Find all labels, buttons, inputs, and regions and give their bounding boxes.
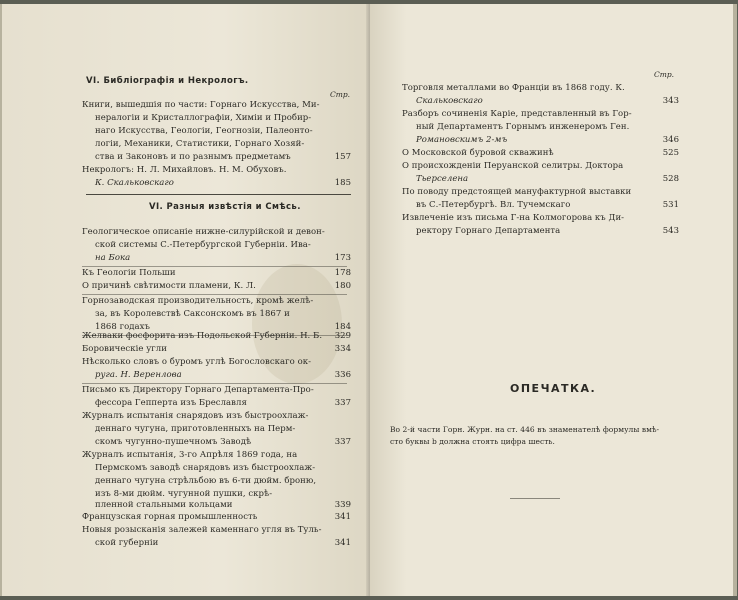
- page-number: 180: [334, 281, 351, 291]
- toc-line: на Бока: [95, 253, 131, 263]
- toc-line: руга. Н. Веренлова: [95, 370, 182, 380]
- toc-line: скомъ чугунно-пушечномъ Заводѣ: [95, 437, 252, 447]
- toc-line: Къ Геологіи Польши: [82, 268, 176, 278]
- toc-line: Торговля металлами во Франціи въ 1868 году. К.: [402, 83, 625, 93]
- section-heading-misc: VI. Разныя извѣстія и Смѣсь.: [149, 202, 301, 212]
- page-number: 346: [662, 135, 679, 145]
- toc-line: Журналъ испытанія, 3-го Апрѣля 1869 года, на: [82, 450, 298, 460]
- toc-line: Тьерселена: [416, 174, 469, 184]
- toc-line: Боровическіе угли: [82, 344, 167, 354]
- toc-line: деннаго чугуна стрѣльбою въ 6-ти дюйм. броню,: [95, 476, 317, 486]
- page-number: 531: [662, 200, 679, 210]
- toc-line: ства и Законовъ и по разнымъ предметамъ: [95, 152, 291, 162]
- toc-line: Книги, вышедшія по части: Горнаго Искусства, Ми-: [82, 100, 320, 110]
- page-number: 185: [334, 178, 351, 188]
- row-rule: [82, 266, 347, 267]
- page-number: 184: [334, 322, 351, 332]
- toc-line: О причинѣ свѣтимости пламени, К. Л.: [82, 281, 256, 291]
- page-number: 173: [334, 253, 351, 263]
- toc-line: Романовскимъ 2-мъ: [416, 135, 508, 145]
- errata-text: сто буквы b должна стоять цифра шесть.: [390, 437, 555, 446]
- right-page-edge: [733, 4, 737, 596]
- toc-line: логіи, Механики, Статистики, Горнаго Хозяй-: [95, 139, 305, 149]
- toc-line: изъ 8-ми дюйм. чугунной пушки, скрѣ-: [95, 489, 273, 499]
- toc-line: фессора Гепперта изъ Бреславля: [95, 398, 247, 408]
- toc-line: Горнозаводская производительность, кромѣ желѣ-: [82, 296, 314, 306]
- toc-line: 1868 годахъ: [95, 322, 150, 332]
- page-number: 343: [662, 96, 679, 106]
- section-heading-bibliography: VI. Библіографія и Некрологъ.: [86, 76, 249, 86]
- toc-line: Пермскомъ заводѣ снарядовъ изъ быстроохлаж-: [95, 463, 316, 473]
- page-number: 543: [662, 226, 679, 236]
- toc-line: Желваки фосфорита изъ Подольской Губерніи. Н. Б.: [82, 331, 323, 341]
- toc-line: наго Искусства, Геологіи, Геогнозіи, Палеонто-: [95, 126, 313, 136]
- page-number: 528: [662, 174, 679, 184]
- page-number: 525: [662, 148, 679, 158]
- row-rule: [82, 383, 347, 384]
- toc-line: О Московской буровой скважинѣ: [402, 148, 554, 158]
- toc-line: Нѣсколько словъ о буромъ углѣ Богословскаго ок-: [82, 357, 312, 367]
- toc-line: Извлеченіе изъ письма Г-на Колмогорова къ Ди-: [402, 213, 625, 223]
- end-rule: [510, 498, 560, 499]
- toc-line: ректору Горнаго Департамента: [416, 226, 561, 236]
- toc-line: Письмо къ Директору Горнаго Департамента-Про-: [82, 385, 314, 395]
- left-page: [2, 4, 370, 596]
- page-column-label: Стр.: [654, 70, 675, 79]
- toc-line: Новыя розысканія залежей каменнаго угля въ Туль-: [82, 525, 322, 535]
- right-page: [370, 4, 734, 596]
- page-number: 334: [334, 344, 351, 354]
- page-number: 329: [334, 331, 351, 341]
- toc-line: Некрологъ: Н. Л. Михайловъ. Н. М. Обуховъ.: [82, 165, 287, 175]
- toc-line: Скальковскаго: [416, 96, 483, 106]
- toc-line: Разборъ сочиненія Каріе, представленный въ Гор-: [402, 109, 632, 119]
- toc-line: пленной стальными кольцами: [95, 500, 233, 510]
- page-number: 339: [334, 500, 351, 510]
- page-number: 337: [334, 437, 351, 447]
- toc-line: Французская горная промышленность: [82, 512, 258, 522]
- toc-line: По поводу предстоящей мануфактурной выставки: [402, 187, 632, 197]
- toc-line: О происхожденіи Перуанской селитры. Доктора: [402, 161, 624, 171]
- page-number: 336: [334, 370, 351, 380]
- toc-line: К. Скальковскаго: [95, 178, 174, 188]
- toc-line: Журналъ испытанія снарядовъ изъ быстроохлаж-: [82, 411, 309, 421]
- toc-line: въ С.-Петербургѣ. Вл. Тучемскаго: [416, 200, 571, 210]
- page-number: 178: [334, 268, 351, 278]
- toc-line: деннаго чугуна, приготовленныхъ на Перм-: [95, 424, 296, 434]
- errata-title: ОПЕЧАТКА.: [510, 382, 597, 395]
- page-number: 341: [334, 538, 351, 548]
- page-number: 341: [334, 512, 351, 522]
- toc-line: ской системы С.-Петербургской Губерніи. Ива-: [95, 240, 311, 250]
- page-number: 337: [334, 398, 351, 408]
- row-rule: [82, 294, 347, 295]
- toc-line: нералогіи и Кристаллографіи, Химіи и Пробир-: [95, 113, 312, 123]
- toc-line: ской губерніи: [95, 538, 159, 548]
- toc-line: за, въ Королевствѣ Саксонскомъ въ 1867 и: [95, 309, 290, 319]
- page-number: 157: [334, 152, 351, 162]
- toc-line: ный Департаментъ Горнымъ инженеромъ Ген.: [416, 122, 630, 132]
- section-rule: [86, 194, 351, 195]
- toc-line: Геологическое описаніе нижне-силурійской и девон-: [82, 227, 325, 237]
- page-column-label: Стр.: [330, 90, 351, 99]
- errata-text: Во 2-й части Горн. Журн. на ст. 446 въ знаменателѣ формулы вмѣ-: [390, 425, 660, 434]
